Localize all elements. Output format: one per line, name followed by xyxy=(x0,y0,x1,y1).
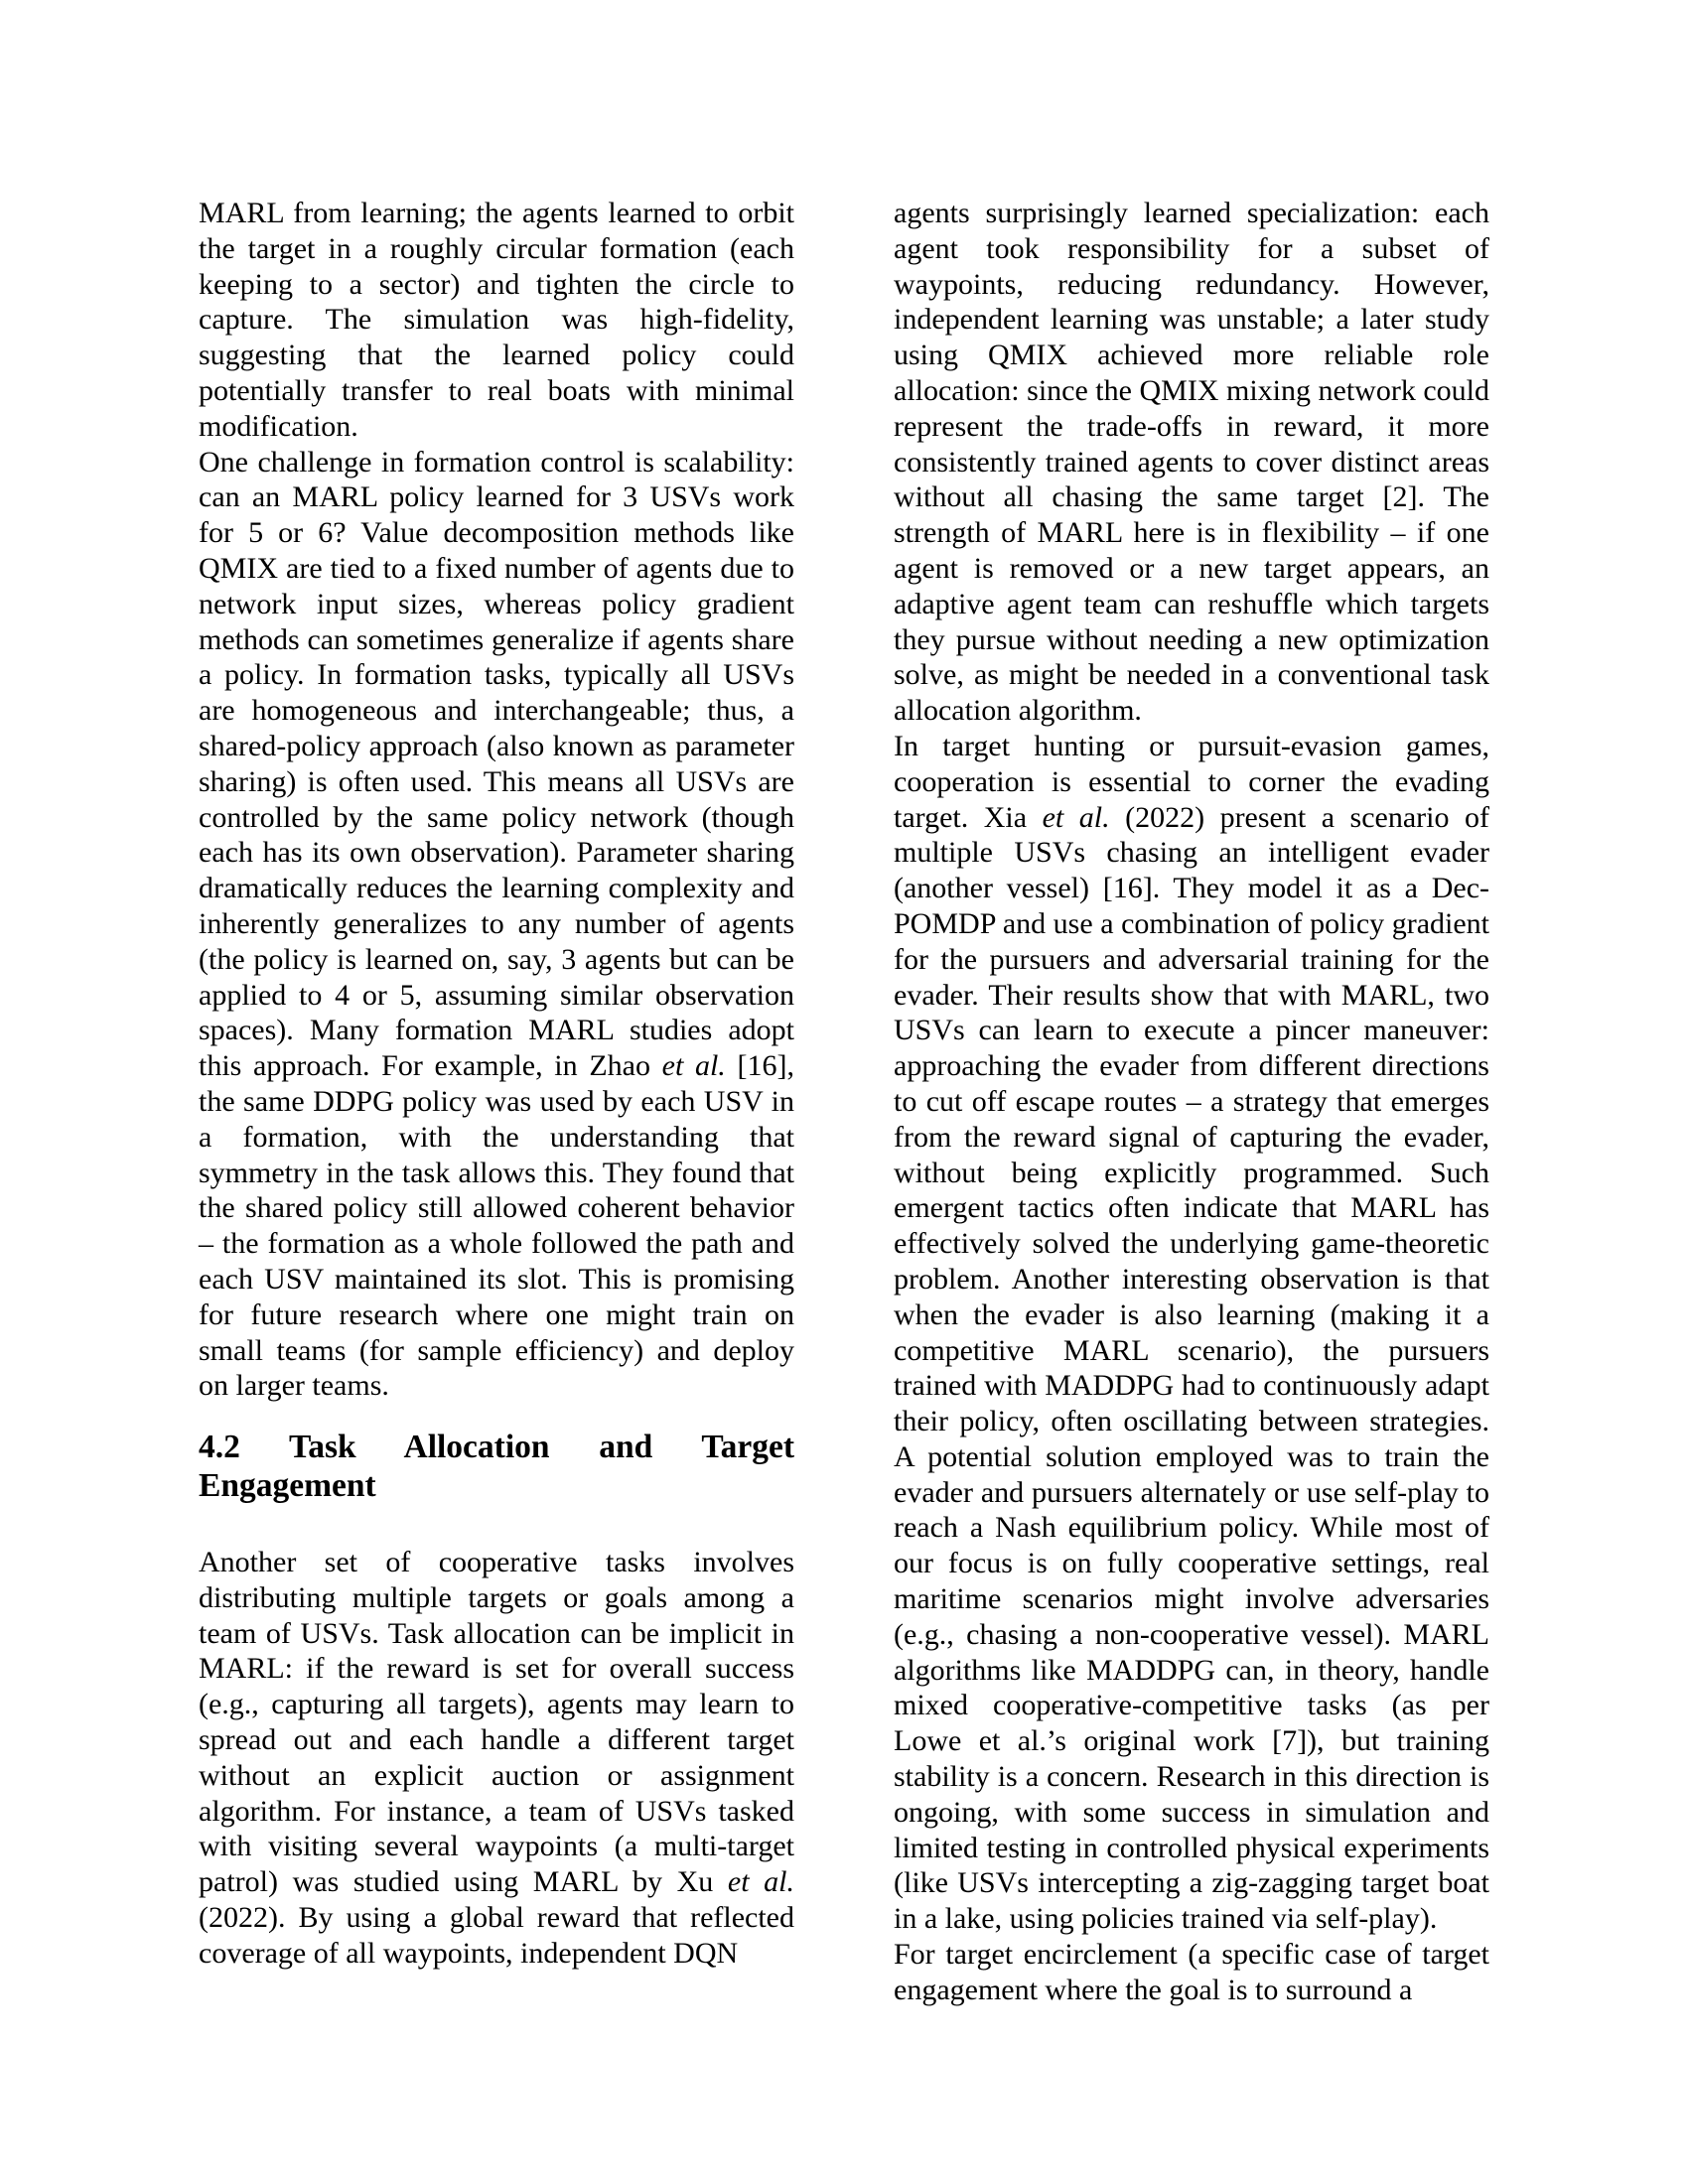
paragraph-target-encirclement: For target encirclement (a specific case of target engagement where the goal is to surround a xyxy=(894,1938,1489,2006)
paragraph-scalability-parameter-sharing xyxy=(199,445,794,1405)
paragraph-text-run: In target hunting or pursuit-evasion games, cooperation is essential to corner the evading target. Xia xyxy=(894,729,1489,834)
left-column xyxy=(199,196,794,1972)
paragraph-text-run: [16], the same DDPG policy was used by each USV in a formation, with the understanding that symmetry in the task allows this. They found that the shared policy still allowed coherent behavior – the formation as a whole followed the path and each USV maintained its slot. This is promising for future research where one might train on small teams (for sample efficiency) and deploy on larger teams. xyxy=(199,1049,794,1403)
section-number: 4.2 xyxy=(199,1429,240,1466)
paragraph-text-run: One challenge in formation control is scalability: can an MARL policy learned for 3 USVs work for 5 or 6? Value decomposition methods like QMIX are tied to a fixed number of agents due to network input sizes, whereas policy gradient methods can sometimes generalize if agents share a policy. In formation tasks, typically all USVs are homogeneous and interchangeable; thus, a shared-policy approach (also known as parameter sharing) is often used. This means all USVs are controlled by the same policy network (though each has its own observation). Parameter sharing dramatically reduces the learning complexity and inherently generalizes to any number of agents (the policy is learned on, say, 3 agents but can be applied to 4 or 5, assuming similar observation spaces). Many formation MARL studies adopt this approach. For example, in Zhao xyxy=(199,445,794,1083)
paragraph-text-run: (2022) present a scenario of multiple USVs chasing an intelligent evader (another vessel) [16]. They model it as a Dec-POMDP and use a combination of policy gradient for the pursuers and adversarial training for the evader. Their results show that with MARL, two USVs can learn to execute a pincer maneuver: approaching the evader from different directions to cut off escape routes – a strategy that emerges from the reward signal of capturing the evader, without being explicitly programmed. Such emergent tactics often indicate that MARL has effectively solved the underlying game-theoretic problem. Another interesting observation is that when the evader is also learning (making it a competitive MARL scenario), the pursuers trained with MADDPG had to continuously adapt their policy, often oscillating between strategies. A potential solution employed was to train the evader and pursuers alternately or use self-play to reach a Nash equilibrium policy. While most of our focus is on fully cooperative settings, real maritime scenarios might involve adversaries (e.g., chasing a non-cooperative vessel). MARL algorithms like MADDPG can, in theory, handle mixed cooperative-competitive tasks (as per Lowe et al.’s original work [7]), but training stability is a concern. Research in this direction is ongoing, with some success in simulation and limited testing in controlled physical experiments (like USVs intercepting a zig-zagging target boat in a lake, using policies trained via self-play). xyxy=(894,800,1489,1936)
paragraph-specialization-flexibility: agents surprisingly learned specialization: each agent took responsibility for a subset of waypoints, reducing redundancy. However, independent learning was unstable; a later study using QMIX achieved more reliable role allocation: since the QMIX mixing network could represent the trade-offs in reward, it more consistently trained agents to cover distinct areas without all chasing the same target [2]. The strength of MARL here is in flexibility – if one agent is removed or a new target appears, an adaptive agent team can reshuffle which targets they pursue without needing a new optimization solve, as might be needed in a conventional task allocation algorithm. xyxy=(894,197,1489,728)
paragraph-text-run: Another set of cooperative tasks involves distributing multiple targets or goals among a team of USVs. Task allocation can be implicit in MARL: if the reward is set for overall success (e.g., capturing all targets), agents may learn to spread out and each handle a different target without an explicit auction or assignment algorithm. For instance, a team of USVs tasked with visiting several waypoints (a multi-target patrol) was studied using MARL by Xu xyxy=(199,1546,794,1899)
et-al-citation: et al. xyxy=(1042,800,1110,834)
section-heading-4-2 xyxy=(199,1428,794,1505)
paragraph-task-allocation xyxy=(199,1545,794,1972)
paragraph-text-run: (2022). By using a global reward that reflected coverage of all waypoints, independent DQN xyxy=(199,1901,794,1970)
paragraph-pursuit-evasion xyxy=(894,729,1489,1937)
et-al-citation: et al. xyxy=(727,1865,794,1899)
paragraph-formation-control-continuation: MARL from learning; the agents learned to orbit the target in a roughly circular formation (each keeping to a sector) and tighten the circle to capture. The simulation was high-fidelity, suggesting that the learned policy could potentially transfer to real boats with minimal modification. xyxy=(199,197,794,443)
right-column xyxy=(894,196,1489,2008)
et-al-citation: et al. xyxy=(661,1049,726,1083)
section-title: Task Allocation and Target Engagement xyxy=(199,1429,794,1505)
